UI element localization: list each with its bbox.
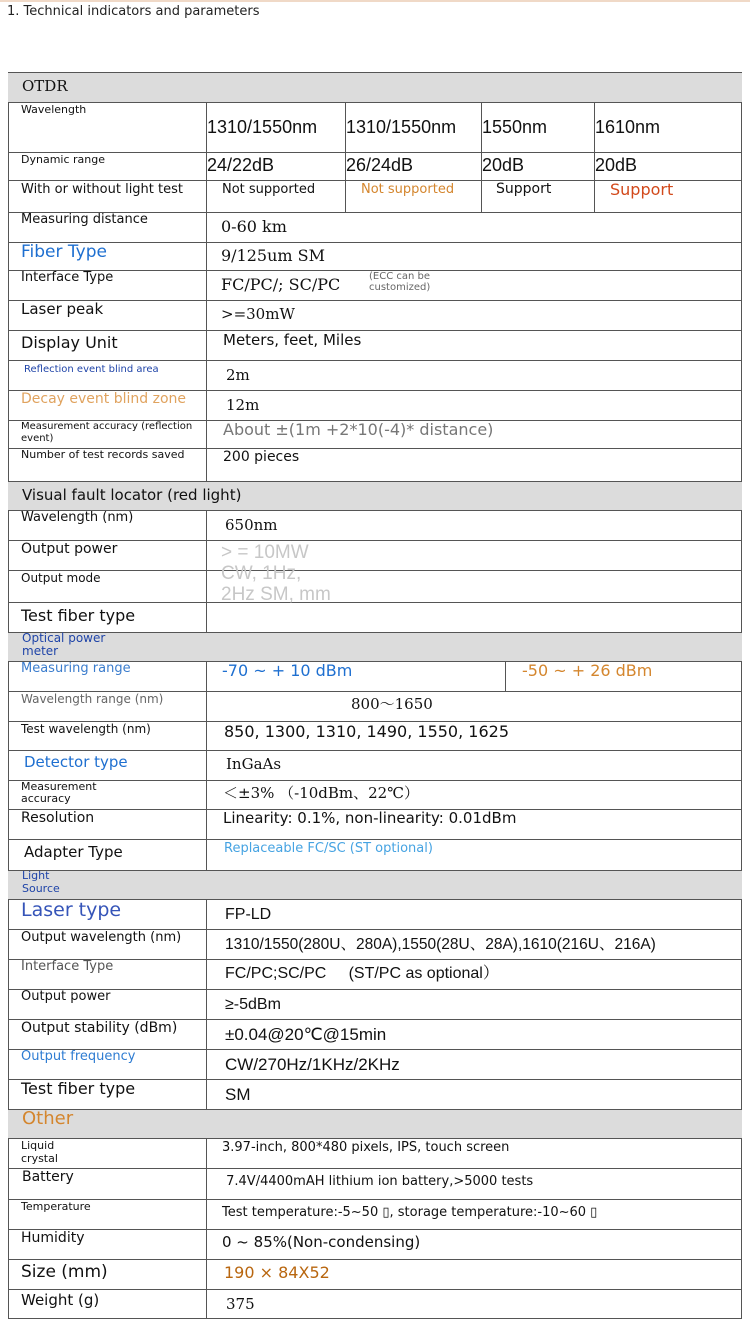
section-title: Light Source: [22, 869, 60, 895]
row-value: About ±(1m +2*10(-4)* distance): [223, 420, 494, 439]
table-row-display-unit: [8, 330, 742, 360]
table-row-resolution: [8, 809, 742, 839]
table-row-vfl-fiber-type: [8, 602, 742, 632]
table-row-detector-type: [8, 750, 742, 780]
table-row-test-wavelength: [8, 721, 742, 750]
table-row-laser-type: [8, 899, 742, 929]
row-value: 7.4V/4400mAH lithium ion battery,>5000 tests: [222, 1174, 534, 1189]
row-label: Display Unit: [8, 331, 207, 360]
section-title: Other: [22, 1108, 74, 1129]
row-value: ＜±3% （-10dBm、22℃）: [223, 784, 420, 802]
row-value: Meters, feet, Miles: [223, 331, 362, 349]
row-label: Test wavelength (nm): [8, 722, 207, 750]
row-value: CW/270Hz/1KHz/2KHz: [225, 1055, 400, 1074]
table-row-size: [8, 1259, 742, 1289]
page-heading: 1. Technical indicators and parameters: [7, 4, 260, 19]
row-value: 2m: [226, 366, 250, 384]
row-value: 375: [226, 1295, 255, 1313]
dynamic-range-cell-2: 26/24dB: [346, 155, 414, 175]
wavelength-cell-4: 1610nm: [595, 117, 661, 137]
row-label: Battery: [8, 1169, 207, 1199]
row-label: Wavelength range (nm): [8, 692, 207, 721]
row-label: Humidity: [8, 1230, 207, 1259]
interface-note: (ECC can be customized): [369, 271, 431, 293]
top-divider: [0, 0, 750, 2]
row-value: Linearity: 0.1%, non-linearity: 0.01dBm: [223, 809, 517, 827]
table-row-vfl-wavelength: [8, 510, 742, 540]
section-light-source: [8, 870, 742, 899]
row-label: Fiber Type: [8, 243, 207, 270]
row-value: 1310/1550(280U、280A),1550(28U、28A),1610(216U、216A): [225, 936, 656, 953]
row-value: FC/PC;SC/PC (ST/PC as optional）: [225, 965, 499, 982]
row-label: Liquid crystal: [8, 1139, 207, 1168]
row-value: 650nm: [225, 516, 278, 534]
row-value: Replaceable FC/SC (ST optional): [224, 841, 433, 856]
table-row-vfl-output-power: [8, 540, 742, 570]
table-row-ls-output-power: [8, 989, 742, 1019]
row-value: Test temperature:-5~50 ▯, storage temperature:-10~60 ▯: [222, 1205, 598, 1220]
row-value: ±0.04@20℃@15min: [225, 1025, 387, 1044]
table-row-light-test: [8, 180, 742, 212]
section-other: [8, 1109, 742, 1138]
table-row-test-records: [8, 448, 742, 481]
row-label: Laser peak: [8, 301, 207, 330]
range-cell-2: -50 ~ + 26 dBm: [522, 661, 653, 680]
dynamic-range-cell-3: 20dB: [482, 155, 525, 175]
row-label: Weight (g): [8, 1290, 207, 1318]
row-value: [207, 603, 221, 632]
row-value: 12m: [226, 396, 260, 414]
vfl-overflow-text: > = 10MW CW, 1Hz, 2Hz SM, mm: [221, 542, 331, 605]
table-row-measuring-range: [8, 661, 742, 691]
table-row-humidity: [8, 1229, 742, 1259]
row-value: 3.97-inch, 800*480 pixels, IPS, touch screen: [222, 1140, 510, 1155]
row-label: Measurement accuracy: [8, 781, 207, 809]
dynamic-range-cell-4: 20dB: [595, 155, 638, 175]
row-label: Dynamic range: [8, 153, 207, 180]
table-row-reflection-blind-area: [8, 360, 742, 390]
section-title: Visual fault locator (red light): [22, 486, 242, 504]
wavelength-cell-1: 1310/1550nm: [207, 117, 318, 137]
table-row-adapter-type: [8, 839, 742, 870]
row-value: ≥-5dBm: [225, 996, 281, 1013]
row-label: Output frequency: [8, 1050, 207, 1079]
table-row-battery: [8, 1168, 742, 1199]
row-value: >=30mW: [221, 305, 295, 323]
row-label: Output power: [8, 541, 207, 570]
row-value: 0 ~ 85%(Non-condensing): [222, 1233, 421, 1251]
table-row-output-stability: [8, 1019, 742, 1049]
table-row-output-wavelength: [8, 929, 742, 959]
row-label: Measuring range: [8, 662, 207, 691]
table-row-weight: [8, 1289, 742, 1319]
row-label: Size (mm): [8, 1260, 207, 1289]
row-value: [207, 571, 221, 602]
row-label: Laser type: [8, 900, 207, 929]
table-row-ls-interface-type: [8, 959, 742, 989]
row-value: 0-60 km: [221, 217, 287, 236]
row-value: 850, 1300, 1310, 1490, 1550, 1625: [224, 722, 509, 741]
row-label: Number of test records saved: [8, 449, 207, 481]
row-label: Interface Type: [8, 271, 207, 300]
row-value: SM: [225, 1085, 251, 1104]
row-label: Output wavelength (nm): [8, 930, 207, 959]
row-value: 190 × 84X52: [224, 1263, 330, 1282]
row-label: Output stability (dBm): [8, 1020, 207, 1049]
row-label: Measurement accuracy (reflection event): [8, 421, 207, 448]
row-value: FP-LD: [225, 906, 272, 923]
light-test-cell-3: Support: [496, 181, 552, 197]
table-row-output-frequency: [8, 1049, 742, 1079]
light-test-cell-4: Support: [610, 180, 674, 199]
section-vfl: [8, 481, 742, 510]
table-row-decay-blind-zone: [8, 390, 742, 420]
row-label: Interface Type: [8, 960, 207, 989]
row-label: Test fiber type: [8, 1080, 207, 1109]
light-test-cell-2: Not supported: [361, 182, 455, 197]
table-row-ls-fiber-type: [8, 1079, 742, 1109]
section-otdr: [8, 72, 742, 102]
row-label: Temperature: [8, 1200, 207, 1229]
table-row-interface-type: [8, 270, 742, 300]
row-label: Output power: [8, 990, 207, 1019]
table-row-dynamic-range: [8, 152, 742, 180]
row-label: Decay event blind zone: [8, 391, 207, 420]
table-row-measurement-accuracy: [8, 780, 742, 809]
row-label: With or without light test: [8, 181, 207, 212]
table-row-temperature: [8, 1199, 742, 1229]
table-row-measuring-distance: [8, 212, 742, 242]
row-label: Output mode: [8, 571, 207, 602]
row-label: Adapter Type: [8, 840, 207, 870]
wavelength-cell-2: 1310/1550nm: [346, 117, 457, 137]
row-value: 800～1650: [351, 695, 433, 713]
row-value: 9/125um SM: [221, 246, 326, 265]
row-value: 200 pieces: [223, 449, 300, 465]
table-row-wavelength-range: [8, 691, 742, 721]
row-value: InGaAs: [226, 755, 282, 773]
row-label: Test fiber type: [8, 603, 207, 632]
table-row-vfl-output-mode: [8, 570, 742, 602]
wavelength-cell-3: 1550nm: [482, 117, 548, 137]
light-test-cell-1: Not supported: [222, 182, 316, 197]
dynamic-range-cell-1: 24/22dB: [207, 155, 275, 175]
section-opm: [8, 632, 742, 661]
table-row-wavelength: [8, 102, 742, 152]
table-row-laser-peak: [8, 300, 742, 330]
section-title: Optical power meter: [22, 631, 106, 658]
range-cell-1: -70 ~ + 10 dBm: [222, 661, 353, 680]
row-value: [207, 541, 221, 570]
row-value: FC/PC/; SC/PC: [221, 275, 341, 294]
row-label: Wavelength: [8, 103, 207, 152]
section-title: OTDR: [22, 77, 68, 95]
table-row-measurement-accuracy: [8, 420, 742, 448]
table-row-liquid-crystal: [8, 1138, 742, 1168]
row-label: Measuring distance: [8, 213, 207, 242]
table-row-fiber-type: [8, 242, 742, 270]
row-label: Resolution: [8, 810, 207, 839]
row-label: Detector type: [8, 751, 207, 780]
row-label: Wavelength (nm): [8, 511, 207, 540]
row-label: Reflection event blind area: [8, 361, 207, 390]
